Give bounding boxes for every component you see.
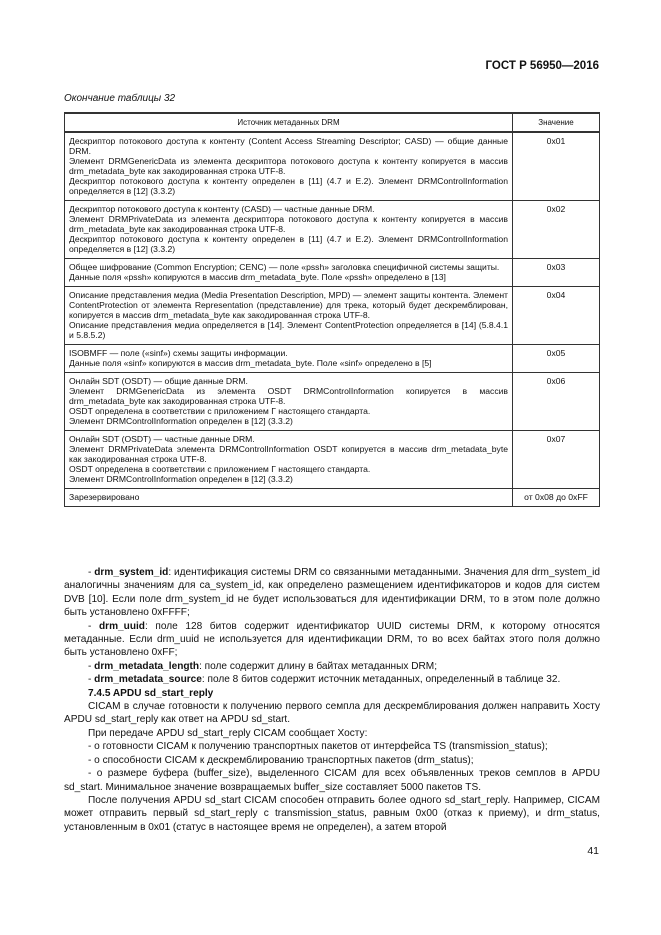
page-number: 41 — [587, 845, 599, 857]
field-description: : поле 128 битов содержит идентификатор UUID системы DRM, к которому относятся метаданные. Если drm_uuid не используется для идентификации DRM, то во всех байтах этого поля должно быть установлено 0xFF; — [64, 620, 601, 659]
source-cell — [65, 431, 513, 489]
source-line: Онлайн SDT (OSDT) — частные данные DRM. — [69, 434, 255, 444]
source-line: Элемент DRMGenericData из элемента дескриптора потокового доступа к контенту копируется в массив drm_metadata_byte как закодированная строка UTF-8. — [69, 156, 508, 176]
drm-metadata-source-table — [64, 112, 600, 507]
field-definition-drm-metadata-length — [64, 660, 600, 673]
source-line: Зарезервировано — [69, 492, 140, 502]
value-cell: 0x07 — [513, 431, 600, 489]
source-line: Онлайн SDT (OSDT) — общие данные DRM. — [69, 376, 248, 386]
source-cell — [65, 373, 513, 431]
field-term: drm_metadata_length — [94, 660, 200, 672]
table-row — [65, 201, 600, 259]
column-header-value: Значение — [513, 113, 600, 132]
section-heading: 7.4.5 APDU sd_start_reply — [88, 687, 214, 699]
table-row — [65, 287, 600, 345]
table-row — [65, 132, 600, 201]
body-text — [64, 566, 600, 834]
table-row — [65, 259, 600, 287]
source-line: Элемент DRMPrivateData элемента DRMControlInformation OSDT копируется в массив drm_metadata_byte как закодированная строка UTF-8. — [69, 444, 508, 464]
value-cell: 0x03 — [513, 259, 600, 287]
section-list-item: - о размере буфера (buffer_size), выделенного CICAM для всех объявленных треков семплов в APDU sd_start. Минимальное значение возвращаемых buffer_size составляет 5000 пакетов TS. — [64, 768, 600, 793]
source-line: Дескриптор потокового доступа к контенту определен в [11] (4.7 и Е.2). Элемент DRMControlInformation определяется в [12] (3.3.2) — [69, 176, 508, 196]
source-line: Общее шифрование (Common Encryption; CENC) — поле «pssh» заголовка специфичной системы защиты. — [69, 262, 500, 272]
source-cell — [65, 132, 513, 201]
source-cell — [65, 259, 513, 287]
section-list-item: - о готовности CICAM к получению транспортных пакетов от интерфейса TS (transmission_status); — [88, 741, 548, 753]
list-dash: - — [88, 660, 95, 672]
source-cell — [65, 489, 513, 507]
source-cell — [65, 345, 513, 373]
field-description: : поле 8 битов содержит источник метаданных, определенный в таблице 32. — [201, 674, 561, 686]
source-line: Дескриптор потокового доступа к контенту определен в [11] (4.7 и Е.2). Элемент DRMControlInformation определяется в [12] (3.3.2) — [69, 234, 508, 254]
table-row — [65, 489, 600, 507]
source-line: Описание представления медиа определяется в [14]. Элемент ContentProtection определяется в [14] (5.8.4.1 и 5.8.5.2) — [69, 320, 508, 340]
field-description: : поле содержит длину в байтах метаданных DRM; — [199, 660, 437, 672]
field-term: drm_uuid — [98, 620, 145, 632]
value-cell: 0x06 — [513, 373, 600, 431]
standard-number: ГОСТ Р 56950—2016 — [485, 60, 599, 72]
field-term: drm_metadata_source — [94, 674, 202, 686]
source-cell — [65, 201, 513, 259]
section-paragraph: При передаче APDU sd_start_reply CICAM сообщает Хосту: — [88, 727, 368, 739]
table-row — [65, 345, 600, 373]
value-cell: 0x04 — [513, 287, 600, 345]
source-line: Элемент DRMGenericData из элемента OSDT DRMControlInformation копируется в массив drm_metadata_byte как закодированная строка UTF-8. — [69, 386, 508, 406]
source-line: ISOBMFF — поле («sinf») схемы защиты информации. — [69, 348, 288, 358]
source-line: Описание представления медиа (Media Presentation Description, MPD) — элемент защиты контента. Элемент ContentProtection от элемента Representation (представление) для трека, который будет дескремблирован, копируется в массив drm_metadata_byte как закодированная строка UTF-8. — [69, 290, 508, 320]
section-paragraph: CICAM в случае готовности к получению первого семпла для дескремблирования должен направить Хосту APDU sd_start_reply как ответ на APDU sd_start. — [64, 701, 600, 726]
source-line: Дескриптор потокового доступа к контенту (CASD) — частные данные DRM. — [69, 204, 375, 214]
table-row — [65, 373, 600, 431]
source-line: Данные поля «sinf» копируются в массив drm_metadata_byte. Поле «sinf» определено в [5] — [69, 358, 432, 368]
table-row — [65, 431, 600, 489]
column-header-source: Источник метаданных DRM — [65, 113, 513, 132]
list-dash: - — [88, 567, 95, 578]
source-line: Элемент DRMControlInformation определен в [12] (3.3.2) — [69, 474, 293, 484]
value-cell: 0x01 — [513, 132, 600, 201]
field-definition-drm-uuid — [64, 620, 600, 660]
list-dash: - — [88, 620, 99, 632]
list-dash: - — [88, 674, 95, 686]
section-paragraph: После получения APDU sd_start CICAM способен отправить более одного sd_start_reply. Например, CICAM может отправить первый sd_start_reply с transmission_status, равным 0x00 (отказ к приему), и drm_status, установленным в 0x01 (статус в настоящее время не определен), а затем второй — [64, 794, 600, 833]
source-line: Элемент DRMPrivateData из элемента дескриптора потокового доступа к контенту копируется в массив drm_metadata_byte как закодированная строка UTF-8. — [69, 214, 508, 234]
value-cell: 0x05 — [513, 345, 600, 373]
source-line: Дескриптор потокового доступа к контенту (Content Access Streaming Descriptor; CASD) — общие данные DRM. — [69, 136, 508, 156]
section-list-item: - о способности CICAM к дескремблированию транспортных пакетов (drm_status); — [88, 754, 474, 766]
field-definition-drm-metadata-source — [64, 673, 600, 686]
table-caption: Окончание таблицы 32 — [64, 93, 176, 104]
source-cell — [65, 287, 513, 345]
source-line: Элемент DRMControlInformation определен в [12] (3.3.2) — [69, 416, 293, 426]
field-description: : идентификация системы DRM со связанными метаданными. Значения для drm_system_id аналогичны значениям для ca_system_id, как определено размещением идентификаторов и кодов для систем DVB [10]. Если поле drm_system_id не будет использоваться для идентификации DRM, то в этом поле должно быть установлено 0xFFFF; — [64, 567, 600, 619]
source-line: Данные поля «pssh» копируются в массив drm_metadata_byte. Поле «pssh» определено в [13] — [69, 272, 446, 282]
field-definition-drm-system-id — [64, 566, 600, 620]
table-body — [65, 132, 600, 507]
value-cell: 0x02 — [513, 201, 600, 259]
source-line: OSDT определена в соответствии с приложением Г настоящего стандарта. — [69, 406, 371, 416]
value-cell: от 0x08 до 0xFF — [513, 489, 600, 507]
field-term: drm_system_id — [94, 567, 169, 578]
source-line: OSDT определена в соответствии с приложением Г настоящего стандарта. — [69, 464, 371, 474]
